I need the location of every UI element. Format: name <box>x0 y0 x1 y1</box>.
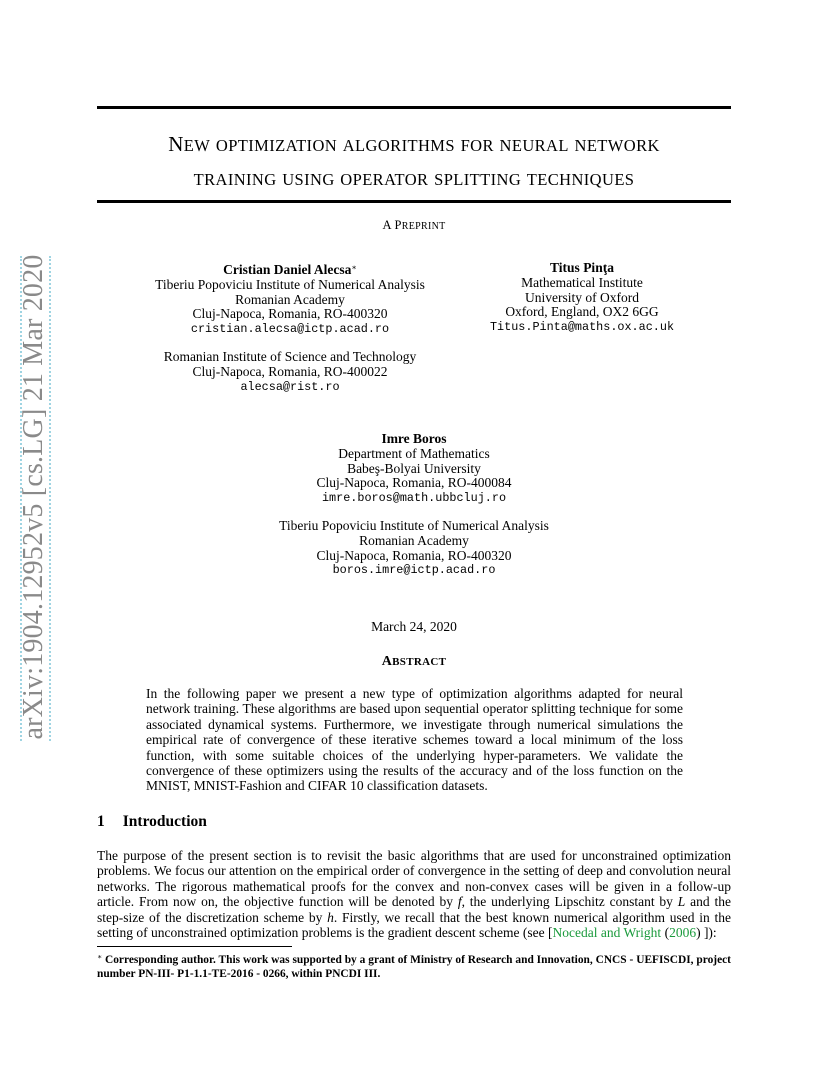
footnote <box>97 950 731 981</box>
affiliation-line: Cluj-Napoca, Romania, RO-400320 <box>192 306 388 322</box>
author-email[interactable]: Titus.Pinta@maths.ox.ac.uk <box>489 320 675 335</box>
abstract-heading: ABSTRACT <box>381 654 447 669</box>
affiliation-line: Babeş-Bolyai University <box>347 460 481 476</box>
abstract-text: In the following paper we present a new type of optimization algorithms adapted for neural network training. These algorithms are based upon sequential operator splitting technique for some associated dynamical systems. Furthermore, we investigate through numerical simulations the empirical rate of convergence of these iterative schemes toward a local minimum of the loss function, with some suitable choices of the underlying hyper-parameters. We validate the convergence of these optimizers using the results of the accuracy and of the loss function on the MNIST, MNIST-Fashion and CIFAR 10 classification datasets. <box>146 686 683 794</box>
affiliation-line: Tiberiu Popoviciu Institute of Numerical Analysis <box>279 517 549 533</box>
intro-paragraph <box>97 848 731 940</box>
title-line-1: NEW OPTIMIZATION ALGORITHMS FOR NEURAL NETWORK <box>168 132 660 156</box>
citation-year-link[interactable]: 2006 <box>669 925 697 941</box>
affiliation-line: Oxford, England, OX2 6GG <box>505 304 659 320</box>
intro-text: ]): <box>700 925 717 941</box>
intro-text: . Firstly, we recall that the best known numerical algorithm used in the setting of unconstrained optimization problems is the gradient descent scheme (see [ <box>97 909 731 941</box>
section-heading <box>97 813 207 831</box>
intro-text: The purpose of the present section is to revisit the basic algorithms that are used for unconstrained optimization problems. We focus our attention on the empirical order of convergence in the setting of deep and convolution neural networks. The rigorous mathematical proofs for the convex and non-convex cases will be given in a follow-up article. From now on, the objective function will be denoted by <box>97 848 731 910</box>
footnote-marker: ∗ <box>351 263 357 272</box>
citation-link[interactable]: Nocedal and Wright <box>552 925 662 941</box>
author-email[interactable]: cristian.alecsa@ictp.acad.ro <box>190 322 390 337</box>
affiliation-line: University of Oxford <box>525 289 639 305</box>
affiliation-line: Cluj-Napoca, Romania, RO-400022 <box>192 363 388 379</box>
arxiv-identifier: arXiv:1904.12952v5 [cs.LG] 21 Mar 2020 <box>18 254 49 740</box>
title-line-2: TRAINING USING OPERATOR SPLITTING TECHNIQUES <box>193 170 635 189</box>
section-number: 1 <box>97 813 105 830</box>
author-email[interactable]: imre.boros@math.ubbcluj.ro <box>321 491 507 506</box>
footnote-text: Corresponding author. This work was supported by a grant of Ministry of Research and Innovation, CNCS - UEFISCDI, project number PN-III- P1-1.1-TE-2016 - 0266, within PNCDI III. <box>97 954 731 980</box>
affiliation-line: Tiberiu Popoviciu Institute of Numerical Analysis <box>155 276 425 292</box>
author-name: Titus Pinţa <box>550 260 614 275</box>
author-email[interactable]: boros.imre@ictp.acad.ro <box>332 563 496 578</box>
paper-date: March 24, 2020 <box>371 619 457 634</box>
intro-text: and the step-size of the discretization scheme by <box>97 894 732 925</box>
affiliation-line: Department of Mathematics <box>338 445 490 461</box>
author-pinta <box>462 261 702 335</box>
section-title: Introduction <box>122 813 207 830</box>
author-email[interactable]: alecsa@rist.ro <box>240 379 340 394</box>
affiliation-line: Romanian Institute of Science and Technology <box>163 348 417 364</box>
affiliation-line: Cluj-Napoca, Romania, RO-400084 <box>316 475 512 491</box>
math-symbol: f <box>457 894 462 910</box>
author-name: Cristian Daniel Alecsa <box>223 262 352 277</box>
title-top-rule <box>97 106 731 109</box>
math-symbol: h <box>327 909 334 925</box>
affiliation-line: Romanian Academy <box>359 532 469 548</box>
paper-title <box>97 128 731 196</box>
footnote-rule <box>97 946 292 947</box>
title-bottom-rule <box>97 200 731 203</box>
math-symbol: L <box>677 894 686 910</box>
author-name: Imre Boros <box>381 431 447 446</box>
affiliation-line: Mathematical Institute <box>521 274 643 290</box>
preprint-label: A PREPRINT <box>382 218 446 232</box>
intro-text: , the underlying Lipschitz constant by <box>461 894 673 910</box>
affiliation-line: Cluj-Napoca, Romania, RO-400320 <box>316 547 512 563</box>
intro-text: ) <box>696 925 701 941</box>
author-boros <box>264 432 564 578</box>
footnote-mark: ∗ <box>97 952 103 961</box>
author-alecsa <box>140 261 440 394</box>
intro-text: ( <box>661 925 670 941</box>
affiliation-line: Romanian Academy <box>235 291 345 307</box>
